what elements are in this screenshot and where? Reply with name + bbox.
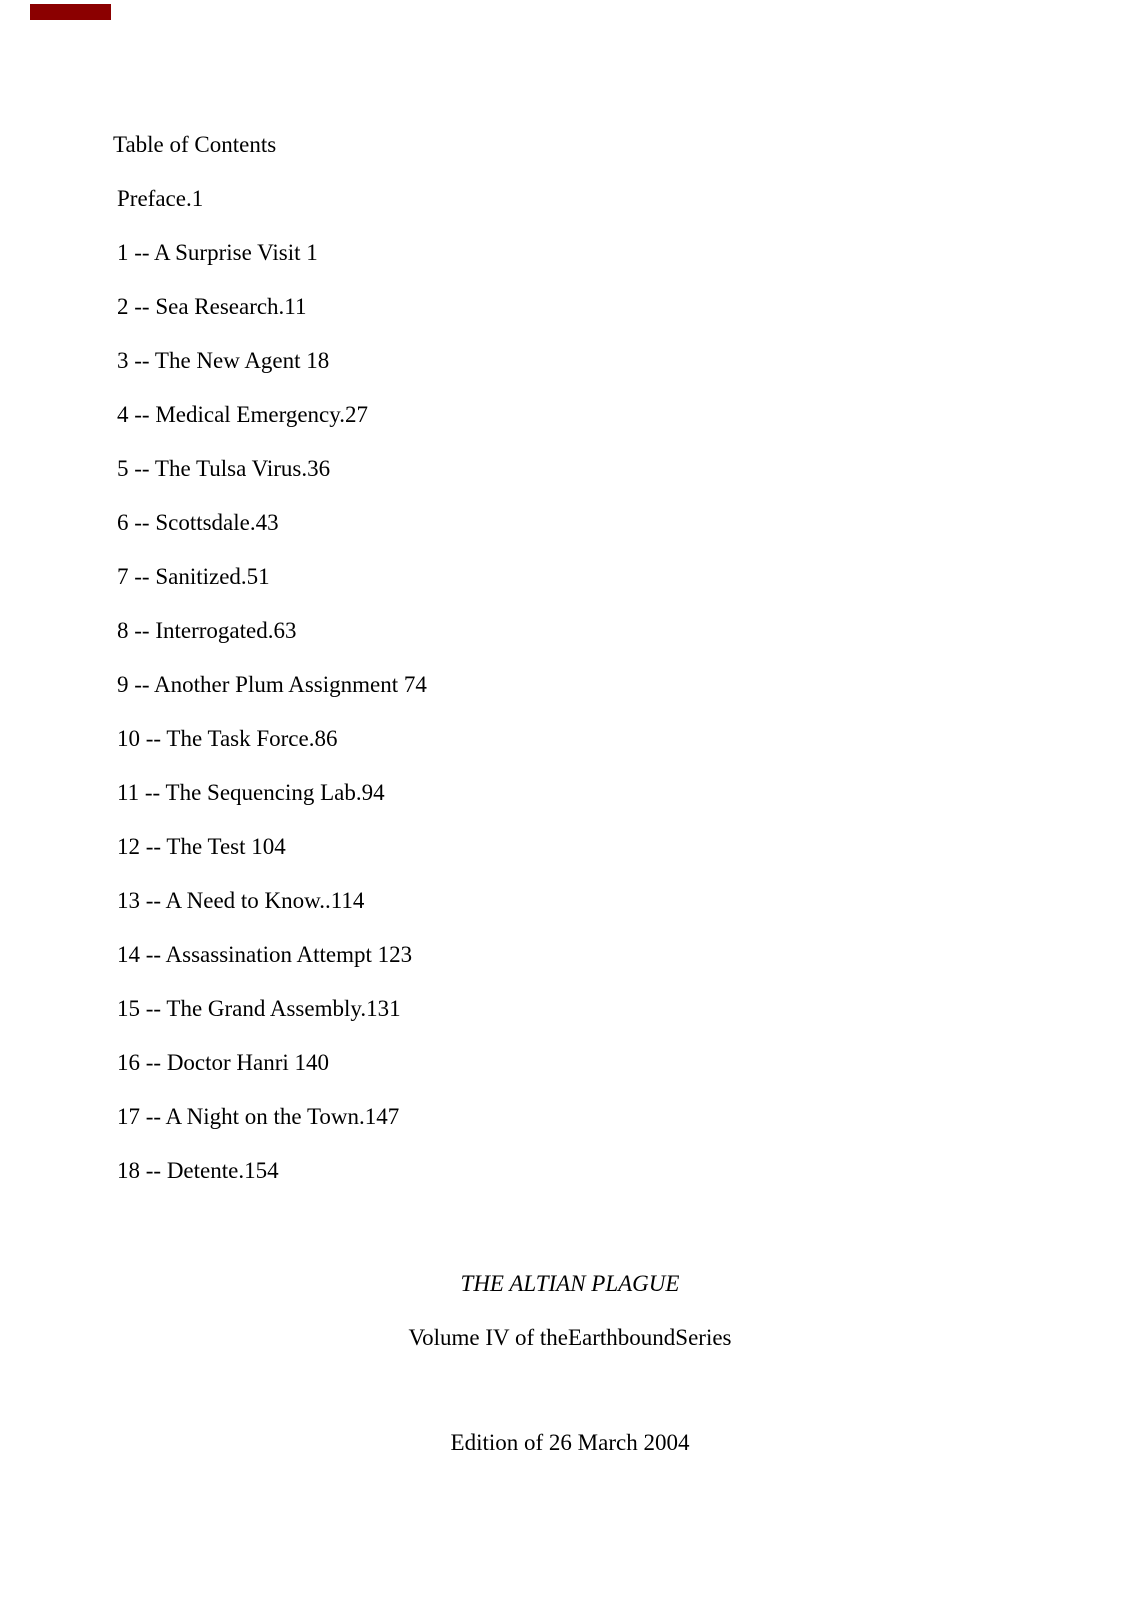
toc-entry: 10 -- The Task Force.86 bbox=[117, 726, 338, 751]
toc-entry: 1 -- A Surprise Visit 1 bbox=[117, 240, 318, 265]
red-accent-bar bbox=[30, 4, 111, 20]
toc-entry: 2 -- Sea Research.11 bbox=[117, 294, 307, 319]
toc-entry: Preface.1 bbox=[117, 186, 204, 211]
edition-line: Edition of 26 March 2004 bbox=[450, 1430, 690, 1455]
toc-entry: 8 -- Interrogated.63 bbox=[117, 618, 297, 643]
toc-entry: 17 -- A Night on the Town.147 bbox=[117, 1104, 400, 1129]
toc-entry: 3 -- The New Agent 18 bbox=[117, 348, 330, 373]
volume-line: Volume IV of theEarthboundSeries bbox=[408, 1325, 732, 1350]
toc-entry: 12 -- The Test 104 bbox=[117, 834, 286, 859]
table-of-contents bbox=[113, 184, 1027, 1186]
toc-entry: 6 -- Scottsdale.43 bbox=[117, 510, 279, 535]
toc-entry: 7 -- Sanitized.51 bbox=[117, 564, 270, 589]
toc-entry: 18 -- Detente.154 bbox=[117, 1158, 279, 1183]
toc-heading: Table of Contents bbox=[113, 132, 277, 157]
toc-entry: 13 -- A Need to Know..114 bbox=[117, 888, 365, 913]
toc-entry: 11 -- The Sequencing Lab.94 bbox=[117, 780, 385, 805]
toc-entry: 5 -- The Tulsa Virus.36 bbox=[117, 456, 331, 481]
book-title: THE ALTIAN PLAGUE bbox=[460, 1271, 680, 1296]
toc-entry: 4 -- Medical Emergency.27 bbox=[117, 402, 368, 427]
toc-entry: 15 -- The Grand Assembly.131 bbox=[117, 996, 401, 1021]
toc-entry: 9 -- Another Plum Assignment 74 bbox=[117, 672, 427, 697]
toc-entry: 16 -- Doctor Hanri 140 bbox=[117, 1050, 330, 1075]
toc-entry: 14 -- Assassination Attempt 123 bbox=[117, 942, 413, 967]
